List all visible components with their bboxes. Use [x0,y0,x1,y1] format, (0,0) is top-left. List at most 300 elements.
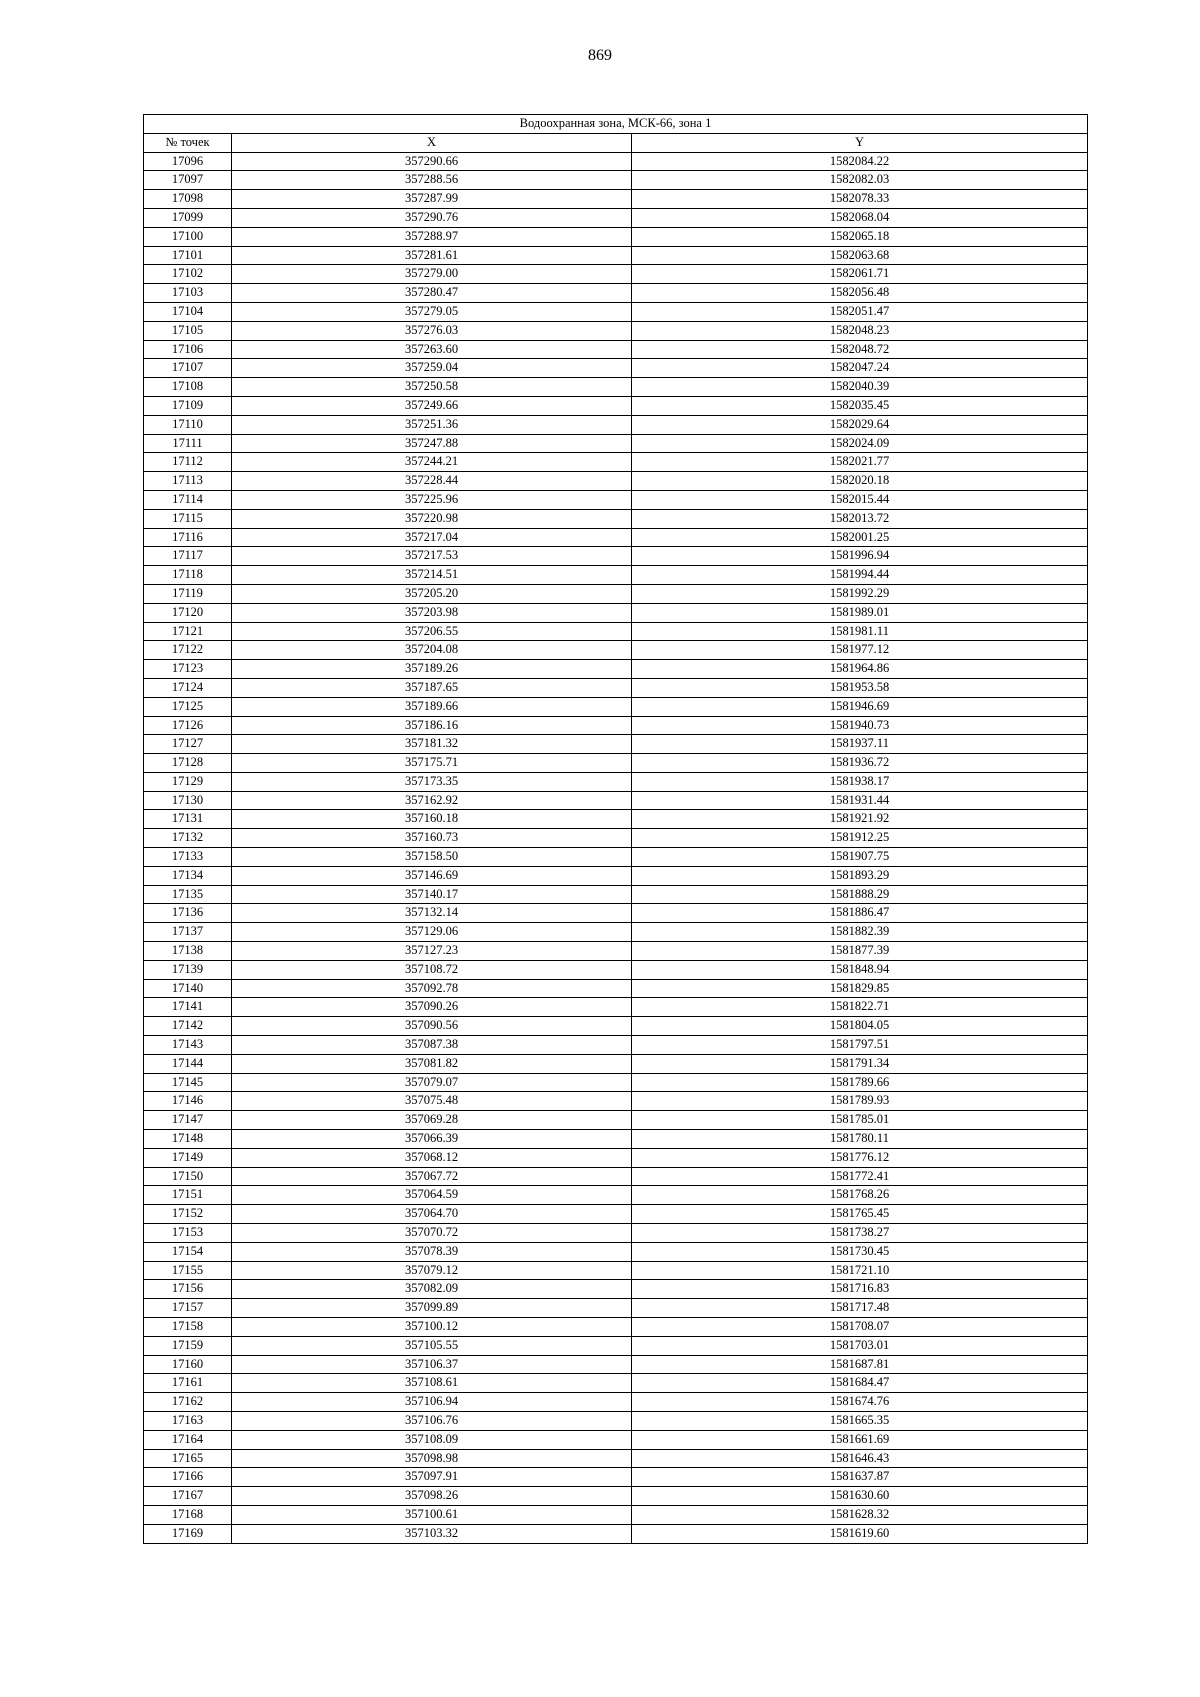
table-row [144,1242,1088,1261]
point-number-cell: 17127 [144,735,232,754]
x-cell: 357098.26 [232,1487,632,1506]
x-cell: 357105.55 [232,1336,632,1355]
point-number-cell: 17151 [144,1186,232,1205]
header-y: Y [632,133,1088,152]
y-cell: 1582065.18 [632,227,1088,246]
x-cell: 357205.20 [232,584,632,603]
table-row [144,1430,1088,1449]
x-cell: 357099.89 [232,1299,632,1318]
x-cell: 357250.58 [232,378,632,397]
table-row [144,942,1088,961]
table-row [144,660,1088,679]
table-row [144,378,1088,397]
point-number-cell: 17122 [144,641,232,660]
table-row [144,1054,1088,1073]
table-row [144,622,1088,641]
point-number-cell: 17104 [144,302,232,321]
x-cell: 357087.38 [232,1036,632,1055]
x-cell: 357108.72 [232,960,632,979]
point-number-cell: 17116 [144,528,232,547]
y-cell: 1581716.83 [632,1280,1088,1299]
point-number-cell: 17149 [144,1148,232,1167]
table-row [144,227,1088,246]
y-cell: 1582068.04 [632,208,1088,227]
x-cell: 357225.96 [232,490,632,509]
y-cell: 1581937.11 [632,735,1088,754]
table-row [144,1224,1088,1243]
point-number-cell: 17157 [144,1299,232,1318]
x-cell: 357108.09 [232,1430,632,1449]
table-row [144,1355,1088,1374]
y-cell: 1581780.11 [632,1130,1088,1149]
point-number-cell: 17150 [144,1167,232,1186]
point-number-cell: 17134 [144,866,232,885]
x-cell: 357187.65 [232,678,632,697]
point-number-cell: 17100 [144,227,232,246]
x-cell: 357106.37 [232,1355,632,1374]
x-cell: 357279.00 [232,265,632,284]
x-cell: 357160.18 [232,810,632,829]
table-row [144,340,1088,359]
x-cell: 357070.72 [232,1224,632,1243]
point-number-cell: 17143 [144,1036,232,1055]
point-number-cell: 17168 [144,1505,232,1524]
point-number-cell: 17137 [144,923,232,942]
point-number-cell: 17131 [144,810,232,829]
table-row [144,1167,1088,1186]
point-number-cell: 17108 [144,378,232,397]
point-number-cell: 17129 [144,772,232,791]
table-row [144,1111,1088,1130]
point-number-cell: 17118 [144,566,232,585]
point-number-cell: 17167 [144,1487,232,1506]
point-number-cell: 17141 [144,998,232,1017]
x-cell: 357173.35 [232,772,632,791]
point-number-cell: 17144 [144,1054,232,1073]
x-cell: 357228.44 [232,472,632,491]
point-number-cell: 17163 [144,1411,232,1430]
x-cell: 357162.92 [232,791,632,810]
x-cell: 357290.66 [232,152,632,171]
x-cell: 357251.36 [232,415,632,434]
y-cell: 1581921.92 [632,810,1088,829]
y-cell: 1581772.41 [632,1167,1088,1186]
x-cell: 357067.72 [232,1167,632,1186]
point-number-cell: 17148 [144,1130,232,1149]
table-row [144,754,1088,773]
y-cell: 1582035.45 [632,396,1088,415]
point-number-cell: 17162 [144,1393,232,1412]
x-cell: 357206.55 [232,622,632,641]
y-cell: 1581886.47 [632,904,1088,923]
point-number-cell: 17152 [144,1205,232,1224]
x-cell: 357220.98 [232,509,632,528]
table-row [144,1261,1088,1280]
table-row [144,1280,1088,1299]
point-number-cell: 17126 [144,716,232,735]
x-cell: 357127.23 [232,942,632,961]
y-cell: 1581703.01 [632,1336,1088,1355]
y-cell: 1581721.10 [632,1261,1088,1280]
point-number-cell: 17099 [144,208,232,227]
y-cell: 1581893.29 [632,866,1088,885]
table-row [144,1036,1088,1055]
point-number-cell: 17154 [144,1242,232,1261]
x-cell: 357189.26 [232,660,632,679]
table-row [144,641,1088,660]
table-row [144,321,1088,340]
y-cell: 1581717.48 [632,1299,1088,1318]
y-cell: 1581687.81 [632,1355,1088,1374]
x-cell: 357098.98 [232,1449,632,1468]
point-number-cell: 17165 [144,1449,232,1468]
table-row [144,359,1088,378]
table-row [144,697,1088,716]
x-cell: 357079.07 [232,1073,632,1092]
table-row [144,1073,1088,1092]
y-cell: 1582040.39 [632,378,1088,397]
table-row [144,434,1088,453]
y-cell: 1581619.60 [632,1524,1088,1543]
y-cell: 1582063.68 [632,246,1088,265]
header-x: X [232,133,632,152]
table-body [144,152,1088,1543]
table-row [144,866,1088,885]
table-row [144,979,1088,998]
table-row [144,791,1088,810]
y-cell: 1581789.93 [632,1092,1088,1111]
table-row [144,1505,1088,1524]
point-number-cell: 17135 [144,885,232,904]
point-number-cell: 17096 [144,152,232,171]
table-row [144,190,1088,209]
table-row [144,1186,1088,1205]
x-cell: 357276.03 [232,321,632,340]
y-cell: 1581628.32 [632,1505,1088,1524]
y-cell: 1581994.44 [632,566,1088,585]
y-cell: 1581981.11 [632,622,1088,641]
y-cell: 1581708.07 [632,1318,1088,1337]
y-cell: 1582021.77 [632,453,1088,472]
table-row [144,302,1088,321]
table-row [144,415,1088,434]
table-row [144,904,1088,923]
x-cell: 357217.53 [232,547,632,566]
x-cell: 357079.12 [232,1261,632,1280]
y-cell: 1582013.72 [632,509,1088,528]
point-number-cell: 17139 [144,960,232,979]
point-number-cell: 17138 [144,942,232,961]
y-cell: 1581785.01 [632,1111,1088,1130]
table-row [144,490,1088,509]
x-cell: 357186.16 [232,716,632,735]
x-cell: 357068.12 [232,1148,632,1167]
y-cell: 1581797.51 [632,1036,1088,1055]
table-row [144,1017,1088,1036]
table-header-row [144,133,1088,152]
x-cell: 357106.94 [232,1393,632,1412]
y-cell: 1582048.23 [632,321,1088,340]
table-row [144,1299,1088,1318]
table-row [144,678,1088,697]
x-cell: 357078.39 [232,1242,632,1261]
x-cell: 357160.73 [232,829,632,848]
y-cell: 1581877.39 [632,942,1088,961]
x-cell: 357287.99 [232,190,632,209]
point-number-cell: 17124 [144,678,232,697]
y-cell: 1582051.47 [632,302,1088,321]
y-cell: 1581964.86 [632,660,1088,679]
x-cell: 357189.66 [232,697,632,716]
point-number-cell: 17103 [144,284,232,303]
point-number-cell: 17160 [144,1355,232,1374]
x-cell: 357217.04 [232,528,632,547]
y-cell: 1581829.85 [632,979,1088,998]
point-number-cell: 17169 [144,1524,232,1543]
table-row [144,1468,1088,1487]
header-point-number: № точек [144,133,232,152]
x-cell: 357290.76 [232,208,632,227]
page-number: 869 [588,47,612,64]
y-cell: 1581684.47 [632,1374,1088,1393]
table-row [144,1336,1088,1355]
x-cell: 357181.32 [232,735,632,754]
x-cell: 357244.21 [232,453,632,472]
point-number-cell: 17140 [144,979,232,998]
point-number-cell: 17098 [144,190,232,209]
point-number-cell: 17125 [144,697,232,716]
point-number-cell: 17117 [144,547,232,566]
y-cell: 1581882.39 [632,923,1088,942]
table-row [144,1318,1088,1337]
x-cell: 357280.47 [232,284,632,303]
x-cell: 357247.88 [232,434,632,453]
table-title-row [144,115,1088,134]
table-title: Водоохранная зона, МСК-66, зона 1 [144,115,1088,134]
y-cell: 1581637.87 [632,1468,1088,1487]
table-row [144,152,1088,171]
point-number-cell: 17113 [144,472,232,491]
y-cell: 1581936.72 [632,754,1088,773]
x-cell: 357249.66 [232,396,632,415]
y-cell: 1582024.09 [632,434,1088,453]
y-cell: 1581776.12 [632,1148,1088,1167]
y-cell: 1581996.94 [632,547,1088,566]
table-row [144,265,1088,284]
point-number-cell: 17097 [144,171,232,190]
point-number-cell: 17147 [144,1111,232,1130]
point-number-cell: 17155 [144,1261,232,1280]
y-cell: 1582047.24 [632,359,1088,378]
y-cell: 1582084.22 [632,152,1088,171]
table-row [144,396,1088,415]
table-row [144,246,1088,265]
table-row [144,171,1088,190]
x-cell: 357175.71 [232,754,632,773]
point-number-cell: 17105 [144,321,232,340]
table-row [144,1374,1088,1393]
coordinates-table [143,114,1088,1544]
x-cell: 357204.08 [232,641,632,660]
y-cell: 1581730.45 [632,1242,1088,1261]
table-row [144,284,1088,303]
table-row [144,998,1088,1017]
x-cell: 357281.61 [232,246,632,265]
point-number-cell: 17121 [144,622,232,641]
y-cell: 1582078.33 [632,190,1088,209]
y-cell: 1581992.29 [632,584,1088,603]
y-cell: 1582061.71 [632,265,1088,284]
x-cell: 357100.12 [232,1318,632,1337]
table-row [144,810,1088,829]
x-cell: 357064.59 [232,1186,632,1205]
x-cell: 357103.32 [232,1524,632,1543]
y-cell: 1581646.43 [632,1449,1088,1468]
y-cell: 1581848.94 [632,960,1088,979]
table-row [144,923,1088,942]
y-cell: 1581768.26 [632,1186,1088,1205]
x-cell: 357092.78 [232,979,632,998]
y-cell: 1581940.73 [632,716,1088,735]
y-cell: 1581946.69 [632,697,1088,716]
y-cell: 1581953.58 [632,678,1088,697]
table-row [144,848,1088,867]
x-cell: 357090.26 [232,998,632,1017]
point-number-cell: 17114 [144,490,232,509]
x-cell: 357140.17 [232,885,632,904]
x-cell: 357069.28 [232,1111,632,1130]
x-cell: 357090.56 [232,1017,632,1036]
x-cell: 357263.60 [232,340,632,359]
y-cell: 1582056.48 [632,284,1088,303]
point-number-cell: 17136 [144,904,232,923]
x-cell: 357082.09 [232,1280,632,1299]
point-number-cell: 17145 [144,1073,232,1092]
y-cell: 1581765.45 [632,1205,1088,1224]
y-cell: 1581630.60 [632,1487,1088,1506]
x-cell: 357075.48 [232,1092,632,1111]
y-cell: 1581888.29 [632,885,1088,904]
table-row [144,1092,1088,1111]
table-row [144,1524,1088,1543]
table-row [144,566,1088,585]
point-number-cell: 17109 [144,396,232,415]
point-number-cell: 17123 [144,660,232,679]
point-number-cell: 17119 [144,584,232,603]
x-cell: 357097.91 [232,1468,632,1487]
point-number-cell: 17115 [144,509,232,528]
point-number-cell: 17130 [144,791,232,810]
table-row [144,960,1088,979]
table-row [144,1393,1088,1412]
x-cell: 357106.76 [232,1411,632,1430]
y-cell: 1581938.17 [632,772,1088,791]
table-row [144,528,1088,547]
point-number-cell: 17153 [144,1224,232,1243]
y-cell: 1582020.18 [632,472,1088,491]
point-number-cell: 17146 [144,1092,232,1111]
x-cell: 357108.61 [232,1374,632,1393]
point-number-cell: 17158 [144,1318,232,1337]
y-cell: 1581665.35 [632,1411,1088,1430]
x-cell: 357288.97 [232,227,632,246]
point-number-cell: 17142 [144,1017,232,1036]
table-row [144,1487,1088,1506]
x-cell: 357129.06 [232,923,632,942]
x-cell: 357158.50 [232,848,632,867]
point-number-cell: 17166 [144,1468,232,1487]
point-number-cell: 17120 [144,603,232,622]
table-row [144,208,1088,227]
point-number-cell: 17107 [144,359,232,378]
table-row [144,1449,1088,1468]
table-row [144,735,1088,754]
table-row [144,829,1088,848]
table-row [144,453,1088,472]
y-cell: 1581661.69 [632,1430,1088,1449]
table-row [144,772,1088,791]
table-row [144,885,1088,904]
point-number-cell: 17159 [144,1336,232,1355]
y-cell: 1581912.25 [632,829,1088,848]
y-cell: 1581977.12 [632,641,1088,660]
table-row [144,1411,1088,1430]
table-row [144,472,1088,491]
table-row [144,1205,1088,1224]
x-cell: 357279.05 [232,302,632,321]
x-cell: 357288.56 [232,171,632,190]
table-row [144,547,1088,566]
point-number-cell: 17111 [144,434,232,453]
x-cell: 357203.98 [232,603,632,622]
point-number-cell: 17156 [144,1280,232,1299]
point-number-cell: 17133 [144,848,232,867]
y-cell: 1581989.01 [632,603,1088,622]
x-cell: 357100.61 [232,1505,632,1524]
y-cell: 1582082.03 [632,171,1088,190]
x-cell: 357081.82 [232,1054,632,1073]
table-row [144,716,1088,735]
point-number-cell: 17110 [144,415,232,434]
point-number-cell: 17132 [144,829,232,848]
point-number-cell: 17112 [144,453,232,472]
point-number-cell: 17161 [144,1374,232,1393]
table-row [144,1130,1088,1149]
y-cell: 1581804.05 [632,1017,1088,1036]
x-cell: 357146.69 [232,866,632,885]
point-number-cell: 17164 [144,1430,232,1449]
point-number-cell: 17128 [144,754,232,773]
point-number-cell: 17102 [144,265,232,284]
y-cell: 1581791.34 [632,1054,1088,1073]
y-cell: 1582029.64 [632,415,1088,434]
y-cell: 1581674.76 [632,1393,1088,1412]
point-number-cell: 17106 [144,340,232,359]
y-cell: 1582001.25 [632,528,1088,547]
table-row [144,1148,1088,1167]
table-row [144,584,1088,603]
y-cell: 1582015.44 [632,490,1088,509]
x-cell: 357259.04 [232,359,632,378]
y-cell: 1581738.27 [632,1224,1088,1243]
y-cell: 1581822.71 [632,998,1088,1017]
x-cell: 357064.70 [232,1205,632,1224]
point-number-cell: 17101 [144,246,232,265]
y-cell: 1581931.44 [632,791,1088,810]
y-cell: 1582048.72 [632,340,1088,359]
table-row [144,603,1088,622]
x-cell: 357214.51 [232,566,632,585]
